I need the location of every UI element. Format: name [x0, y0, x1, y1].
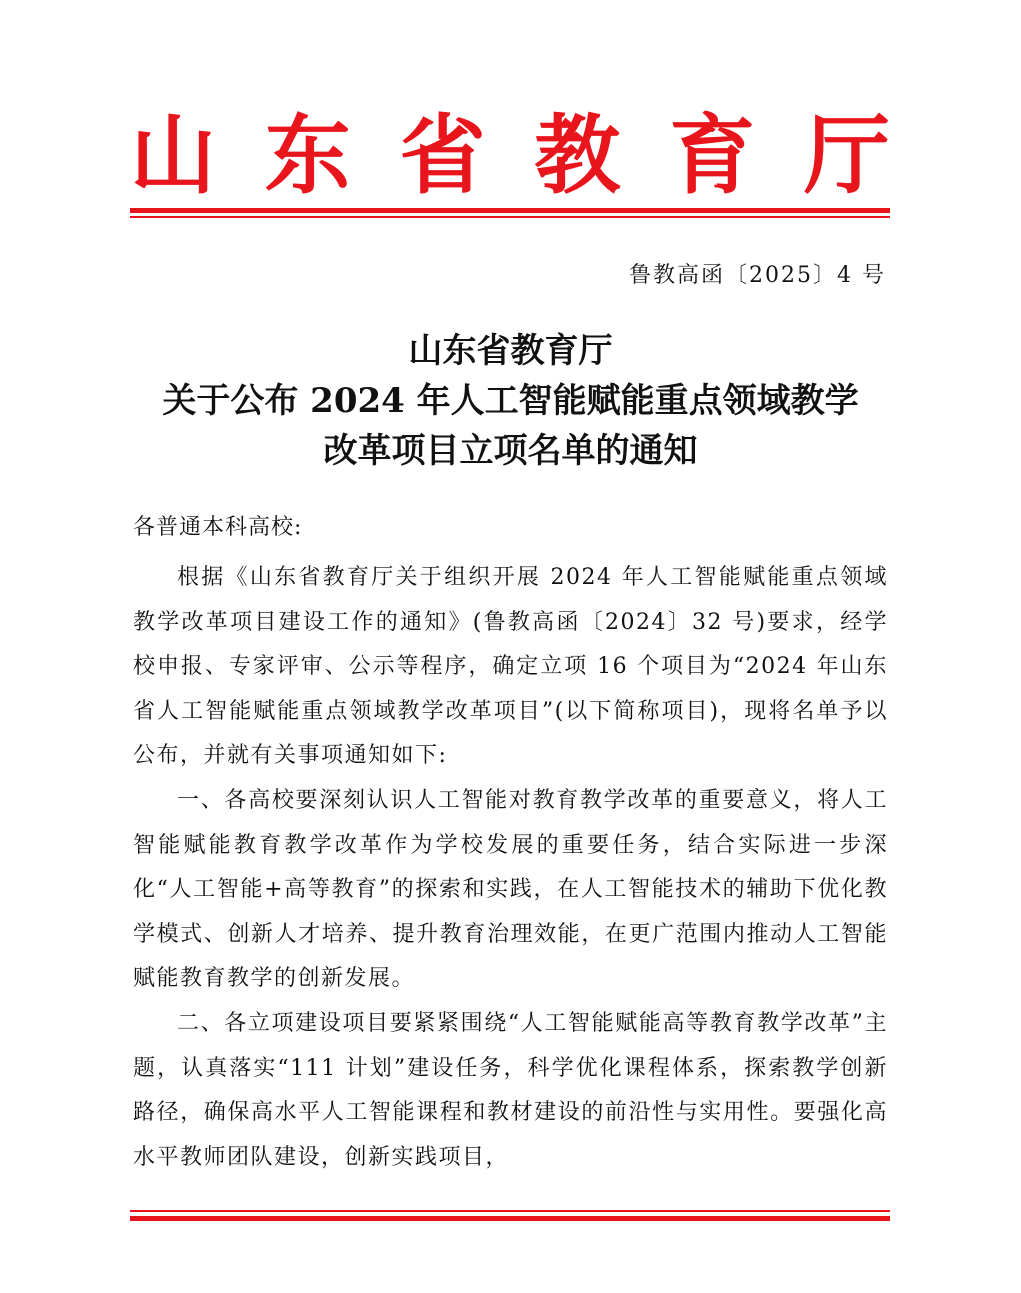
title-line-1: 山东省教育厅 [408, 331, 613, 371]
document-number: 鲁教高函〔2025〕4 号 [629, 263, 886, 288]
paragraph-intro: 根据《山东省教育厅关于组织开展 2024 年人工智能赋能重点领域教学改革项目建设工作的通知》(鲁教高函〔2024〕32 号)要求，经学校申报、专家评审、公示等程序，确定立项 16 个项目为“2024 年山东省人工智能赋能重点领域教学改革项目”(以下简称项目)，现将名单予以公布，并就有关事项通知如下: [133, 565, 888, 769]
letterhead-char: 教 [534, 106, 621, 206]
letterhead-title [130, 108, 890, 204]
header-rule-thick [130, 208, 890, 213]
letterhead-char: 厅 [803, 106, 890, 206]
paragraph-item-2: 二、各立项建设项目要紧紧围绕“人工智能赋能高等教育教学改革”主题，认真落实“111 计划”建设任务，科学优化课程体系，探索教学创新路径，确保高水平人工智能课程和教材建设的前沿性与实用性。要强化高水平教师团队建设，创新实践项目， [133, 1010, 888, 1170]
body-text [133, 556, 888, 1180]
letterhead-char: 育 [669, 106, 756, 206]
footer-rule-thin [130, 1210, 890, 1212]
title-line-2: 关于公布 2024 年人工智能赋能重点领域教学 [162, 381, 859, 421]
title-line-3: 改革项目立项名单的通知 [323, 431, 698, 471]
letterhead-char: 东 [264, 106, 351, 206]
header-rule-thin [130, 216, 890, 218]
letterhead-char: 省 [399, 106, 486, 206]
document-title [120, 326, 901, 476]
footer-rule-thick [130, 1216, 890, 1221]
letterhead-char: 山 [130, 106, 216, 206]
salutation: 各普通本科高校: [133, 515, 303, 540]
paragraph-item-1: 一、各高校要深刻认识人工智能对教育教学改革的重要意义，将人工智能赋能教育教学改革作为学校发展的重要任务，结合实际进一步深化“人工智能+高等教育”的探索和实践，在人工智能技术的辅助下优化教学模式、创新人才培养、提升教育治理效能，在更广范围内推动人工智能赋能教育教学的创新发展。 [133, 787, 888, 992]
